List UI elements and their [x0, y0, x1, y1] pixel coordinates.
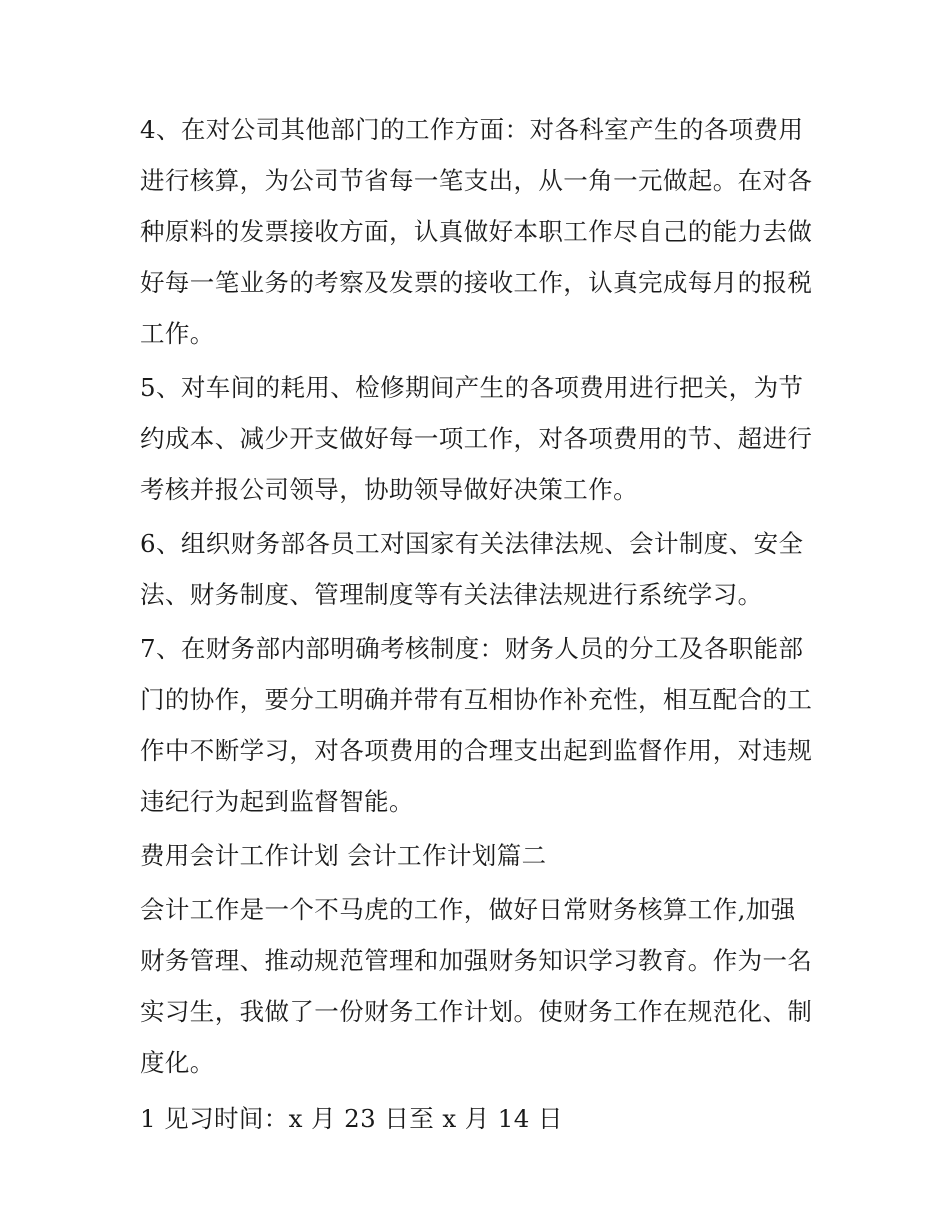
paragraph-item-5: 5、对车间的耗用、检修期间产生的各项费用进行把关，为节约成本、减少开支做好每一项工作，对各项费用的节、超进行考核并报公司领导，协助领导做好决策工作。	[140, 373, 813, 504]
schedule-line: 1 见习时间：x 月 23 日至 x 月 14 日	[140, 1104, 563, 1133]
section-title: 费用会计工作计划 会计工作计划篇二	[140, 841, 547, 870]
paragraph-item-7: 7、在财务部内部明确考核制度：财务人员的分工及各职能部门的协作，要分工明确并带有互相协作补充性，相互配合的工作中不断学习，对各项费用的合理支出起到监督作用，对违规违纪行为起到监督智能。	[140, 634, 813, 816]
document-body	[140, 104, 820, 1144]
paragraph-item-6: 6、组织财务部各员工对国家有关法律法规、会计制度、安全法、财务制度、管理制度等有关法律法规进行系统学习。	[140, 529, 804, 609]
paragraph-item-4: 4、在对公司其他部门的工作方面：对各科室产生的各项费用进行核算，为公司节省每一笔支出，从一角一元做起。在对各种原料的发票接收方面，认真做好本职工作尽自己的能力去做好每一笔业务的考察及发票的接收工作，认真完成每月的报税工作。	[140, 115, 813, 348]
intro-paragraph: 会计工作是一个不马虎的工作，做好日常财务核算工作,加强财务管理、推动规范管理和加强财务知识学习教育。作为一名实习生，我做了一份财务工作计划。使财务工作在规范化、制度化。	[140, 895, 813, 1077]
